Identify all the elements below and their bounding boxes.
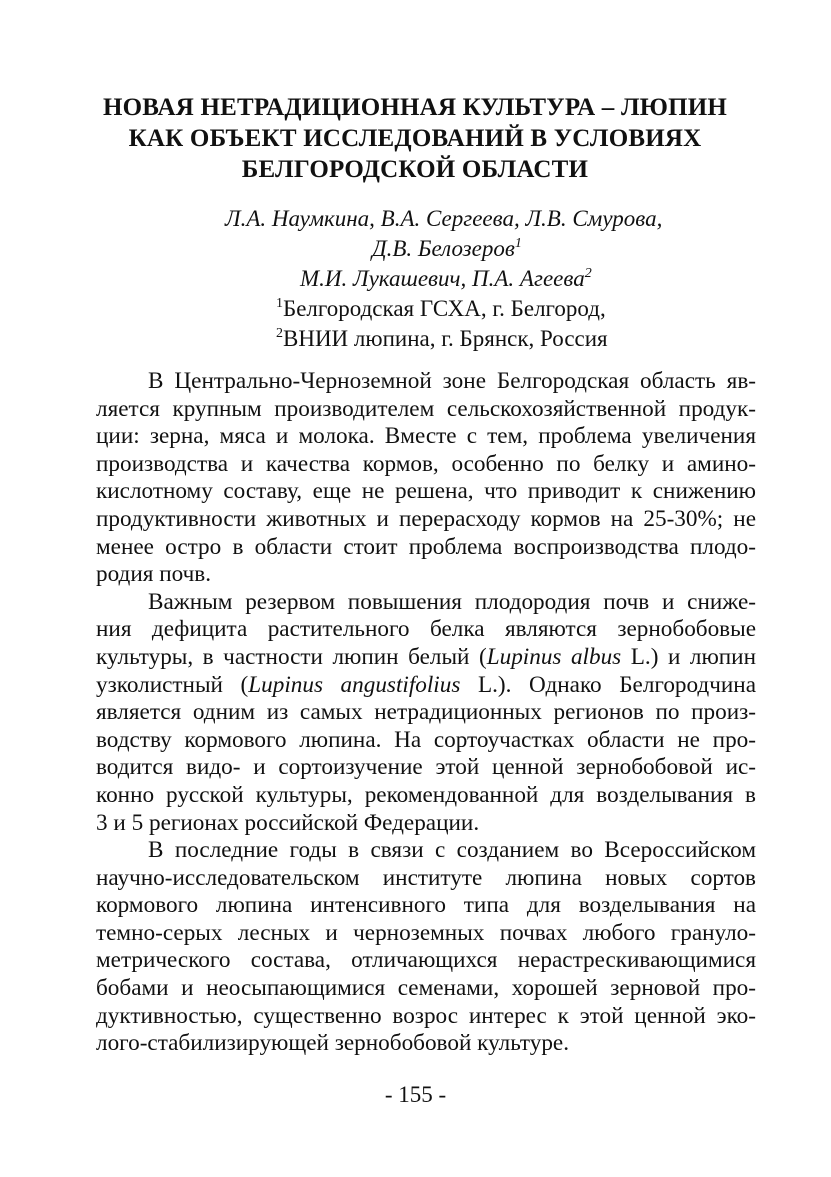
text-line: ния дефицита растительного белка являются зернобобовые: [96, 616, 756, 643]
title-line-3: БЕЛГОРОДСКОЙ ОБЛАСТИ: [241, 156, 589, 183]
affiliation-1: [276, 294, 606, 324]
authors-line-1: Л.А. Наумкина, В.А. Сергеева, Л.В. Смурова,: [225, 206, 663, 231]
superscript: 1: [514, 236, 522, 251]
text-line: конно русской культуры, рекомендованной для возделывания в: [96, 781, 756, 808]
text-line: кислотному составу, еще не решена, что приводит к снижению: [96, 478, 756, 505]
superscript: 1: [276, 296, 283, 311]
text-line: водству кормового люпина. На сортоучастках области не про-: [96, 726, 756, 753]
text-line: водится видо- и сортоизучение этой ценной зернобобовой ис-: [96, 754, 756, 781]
authors-line-2: [372, 234, 522, 264]
text-line: [96, 644, 756, 672]
text-line: является одним из самых нетрадиционных регионов по произ-: [96, 699, 756, 726]
text-line: Важным резервом повышения плодородия почв и сниже-: [148, 588, 756, 615]
text-line: темно-серых лесных и черноземных почвах любого грануло-: [96, 919, 756, 946]
text-line: менее остро в области стоит проблема воспроизводства плодо-: [96, 533, 756, 560]
text-line: ляется крупным производителем сельскохозяйственной продук-: [96, 395, 756, 422]
superscript: 2: [584, 266, 592, 281]
text-run: культуры, в частности люпин белый (: [96, 643, 487, 670]
text-run: L.) и люпин: [621, 643, 756, 670]
text-line: дуктивностью, существенно возрос интерес к этой ценной эко-: [96, 1002, 756, 1029]
affiliation-2: [276, 324, 608, 354]
superscript: 2: [276, 326, 283, 341]
author-name: М.И. Лукашевич, П.А. Агеева: [300, 266, 585, 291]
page-number: - 155 -: [384, 1082, 447, 1107]
text-line: ции: зерна, мяса и молока. Вместе с тем, проблема увеличения: [96, 423, 756, 450]
article-title: [90, 92, 740, 185]
text-line: [96, 672, 756, 700]
text-line: родия почв.: [96, 561, 211, 588]
text-line: В Центрально-Черноземной зоне Белгородская область яв-: [148, 368, 756, 394]
author-name: Д.В. Белозеров: [372, 236, 515, 261]
text-run: L.). Однако Белгородчина: [460, 671, 756, 698]
paragraph-2: [96, 589, 756, 837]
authors-line-3: [300, 264, 592, 294]
paragraph-3: [96, 837, 756, 1058]
affiliation-text: ВНИИ люпина, г. Брянск, Россия: [283, 326, 608, 351]
text-line: 3 и 5 регионах российской Федерации.: [96, 809, 480, 836]
latin-species-name: Lupinus angustifolius: [248, 671, 461, 698]
text-run: узколистный (: [96, 671, 249, 698]
article-body: [96, 368, 756, 1058]
title-line-1: НОВАЯ НЕТРАДИЦИОННАЯ КУЛЬТУРА – ЛЮПИН: [102, 94, 728, 121]
text-line: научно-исследовательском институте люпина новых сортов: [96, 864, 756, 891]
text-line: производства и качества кормов, особенно по белку и амино-: [96, 450, 756, 477]
text-line: лого-стабилизирующей зернобобовой культуре.: [96, 1030, 570, 1057]
affiliation-text: Белгородская ГСХА, г. Белгород,: [283, 296, 606, 321]
text-line: В последние годы в связи с созданием во Всероссийском: [148, 837, 756, 864]
text-line: продуктивности животных и перерасходу кормов на 25-30%; не: [96, 505, 756, 532]
text-line: метрического состава, отличающихся нерастрескивающимися: [96, 947, 756, 974]
title-line-2: КАК ОБЪЕКТ ИССЛЕДОВАНИЙ В УСЛОВИЯХ: [128, 125, 702, 152]
text-line: кормового люпина интенсивного типа для возделывания на: [96, 892, 756, 919]
latin-species-name: Lupinus albus: [486, 643, 622, 670]
text-line: бобами и неосыпающимися семенами, хорошей зерновой про-: [96, 975, 756, 1002]
paragraph-1: [96, 368, 756, 589]
